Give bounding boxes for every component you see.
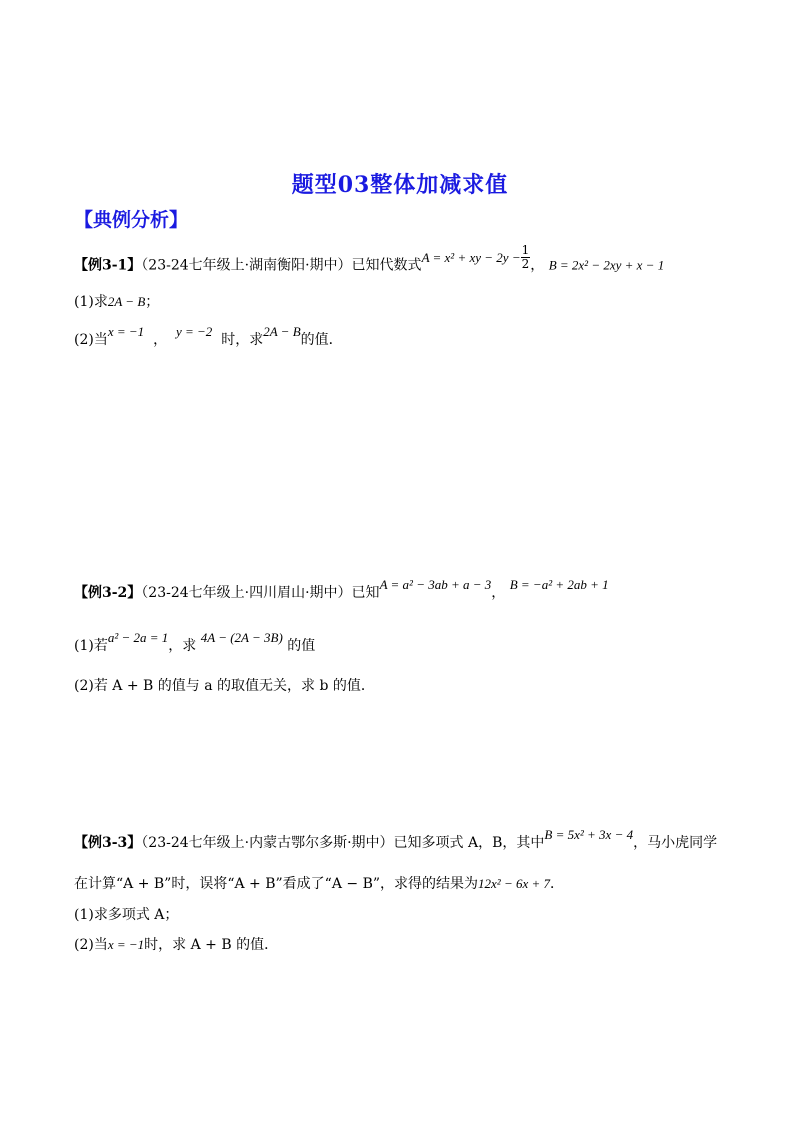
condition-x: x = −1 bbox=[107, 324, 145, 339]
question-label: (2)当 bbox=[74, 937, 108, 953]
question-expression: 2A − B bbox=[107, 294, 146, 309]
question-1 bbox=[74, 630, 316, 656]
example-tag: 【例3-3】 bbox=[74, 835, 142, 851]
question-text: 时，求 A + B 的值． bbox=[144, 937, 279, 953]
question-suffix: 的值． bbox=[300, 332, 343, 348]
question-1 bbox=[74, 292, 159, 312]
fraction-half bbox=[521, 244, 531, 271]
statement-end: ． bbox=[550, 876, 565, 892]
section-heading: 【典例分析】 bbox=[74, 209, 189, 231]
question-expression: 4A − (2A − 3B) bbox=[200, 630, 283, 645]
question-expression: 2A − B bbox=[263, 324, 301, 339]
fraction-denominator: 2 bbox=[521, 257, 530, 271]
question-text: 时，求 bbox=[221, 332, 264, 348]
example-source-tail: ，马小虎同学 bbox=[633, 835, 718, 851]
example-tag: 【例3-2】 bbox=[74, 585, 142, 601]
separator: ， bbox=[530, 257, 545, 274]
question-1: (1)求多项式 A； bbox=[74, 907, 179, 923]
example-source: （23-24七年级上·四川眉山·期中）已知 bbox=[141, 585, 380, 601]
question-label: (1)求 bbox=[74, 294, 108, 310]
question-suffix: 的值 bbox=[287, 638, 316, 654]
example-3-3-header bbox=[74, 827, 718, 853]
expression-b: B = −a² + 2ab + 1 bbox=[509, 577, 609, 592]
condition-x: x = −1 bbox=[107, 937, 145, 952]
fraction-numerator: 1 bbox=[521, 243, 530, 257]
condition-y: y = −2 bbox=[175, 324, 213, 339]
example-source: （23-24七年级上·内蒙古鄂尔多斯·期中）已知多项式 A，B，其中 bbox=[141, 835, 545, 851]
page-title: 题型03整体加减求值 bbox=[291, 172, 509, 198]
question-2 bbox=[74, 324, 343, 350]
expression-a: A = x² + xy − 2y − bbox=[421, 249, 521, 265]
example-3-1-header bbox=[74, 243, 665, 279]
separator: ， bbox=[491, 585, 506, 601]
example-3-2-header bbox=[74, 577, 609, 603]
question-text: ，求 bbox=[168, 638, 197, 654]
question-label: (2)当 bbox=[74, 332, 108, 348]
question-label: (1)若 bbox=[74, 638, 108, 654]
example-source: （23-24七年级上·湖南衡阳·期中）已知代数式 bbox=[141, 257, 422, 274]
expression-b: B = 5x² + 3x − 4 bbox=[544, 827, 634, 842]
example-tag: 【例3-1】 bbox=[74, 257, 142, 274]
statement-text: 在计算“A + B”时，误将“A + B”看成了“A − B”，求得的结果为 bbox=[74, 876, 479, 892]
expression-b: B = 2x² − 2xy + x − 1 bbox=[548, 257, 665, 273]
question-2 bbox=[74, 935, 278, 955]
result-expression: 12x² − 6x + 7 bbox=[478, 876, 551, 891]
problem-statement bbox=[74, 874, 564, 894]
separator: ， bbox=[153, 332, 168, 348]
question-2: (2)若 A + B 的值与 a 的取值无关，求 b 的值． bbox=[74, 678, 375, 694]
question-suffix: ； bbox=[145, 294, 160, 310]
condition: a² − 2a = 1 bbox=[107, 630, 169, 645]
expression-a: A = a² − 3ab + a − 3 bbox=[379, 577, 492, 592]
